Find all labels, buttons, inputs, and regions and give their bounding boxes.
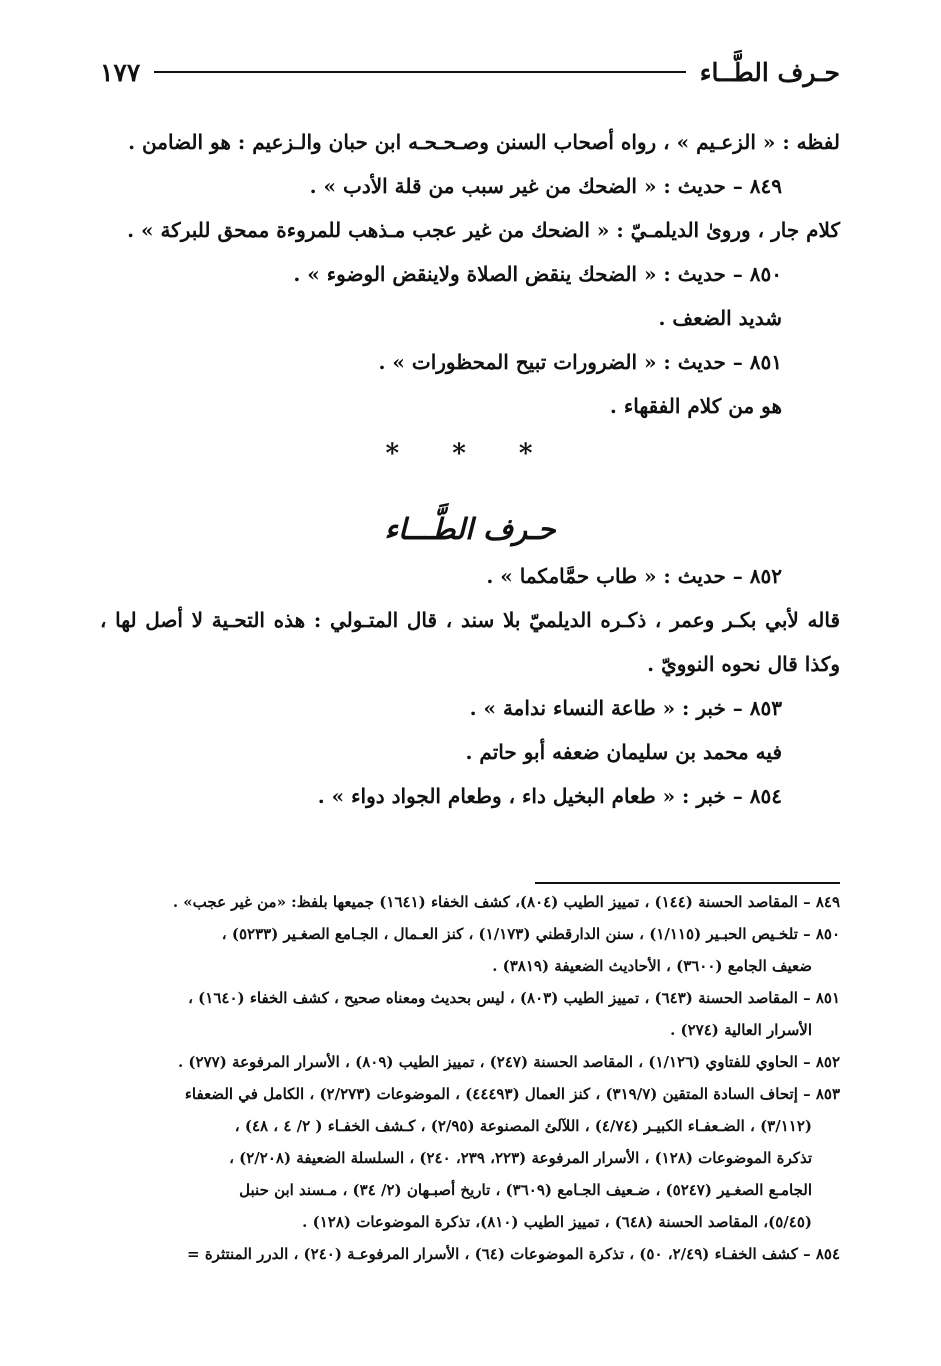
entry-heading-849: ٨٤٩ – حديث : « الضحك من غير سبب من قلة الأدب » . <box>309 174 782 198</box>
footnote-853: ٨٥٣ – إتحاف السادة المتقين (٣١٩/٧) ، كنز العمال (٤٤٤٩٣) ، الموضوعات (٢/٢٧٣) ، الكامل في الضعفاء <box>184 1085 840 1103</box>
footnote-850-cont: ضعيف الجامع (٣٦٠٠) ، الأحاديث الضعيفة (٣٨١٩) . <box>492 957 812 975</box>
footnote-849: ٨٤٩ – المقاصد الحسنة (١٤٤) ، تمييز الطيب (٨٠٤)، كشف الخفاء (١٦٤١) جميعها بلفظ: «من غير عجب» . <box>172 893 840 911</box>
footnotes <box>100 882 840 1270</box>
footnote-rule <box>535 882 840 884</box>
paragraph: هو من كلام الفقهاء . <box>609 394 782 418</box>
footnote-853-cont: تذكرة الموضوعات (١٢٨) ، الأسرار المرفوعة (٢٢٣، ٢٣٩، ٢٤٠) ، السلسلة الضعيفة (٢/٢٠٨) ، <box>229 1149 812 1167</box>
page-number: ١٧٧ <box>100 57 141 87</box>
entry-heading-850: ٨٥٠ – حديث : « الضحك ينقض الصلاة ولاينقض الوضوء » . <box>293 262 782 286</box>
paragraph: لفظه : « الزعـيم » ، رواه أصحاب السنن وصـحـحـه ابن حبان والـزعيم : هو الضامن . <box>128 130 840 154</box>
entry-heading-854: ٨٥٤ – خبر : « طعام البخيل داء ، وطعام الجواد دواء » . <box>317 784 782 808</box>
entry-heading-852: ٨٥٢ – حديث : « طاب حمَّامكما » . <box>486 564 782 588</box>
header-title: حـرف الطَّــاء <box>699 57 840 87</box>
footnote-851: ٨٥١ – المقاصد الحسنة (٦٤٣) ، تمييز الطيب (٨٠٣) ، ليس بحديث ومعناه صحيح ، كشف الخفاء (١٦٤٠) ، <box>188 989 840 1007</box>
footnote-851-cont: الأسرار العالية (٢٧٤) . <box>670 1021 812 1039</box>
header-rule <box>154 71 685 73</box>
entry-heading-853: ٨٥٣ – خبر : « طاعة النساء ندامة » . <box>469 696 782 720</box>
paragraph: كلام جار ، وروىٰ الديلمـيّ : « الضحك من غير عجب مـذهب للمروءة ممحق للبركة » . <box>127 218 840 242</box>
footnote-854: ٨٥٤ – كشف الخفـاء (٢/٤٩، ٥٠) ، تذكرة الموضوعات (٦٤) ، الأسرار المرفوعـة (٢٤٠) ، الدرر المنتثرة = <box>187 1245 840 1263</box>
footnote-852: ٨٥٢ – الحاوي للفتاوي (١/١٢٦) ، المقاصد الحسنة (٢٤٧) ، تمييز الطيب (٨٠٩) ، الأسرار المرفوعة (٢٧٧) . <box>177 1053 840 1071</box>
footnote-853-cont: الجامـع الصغـير (٥٢٤٧) ، ضـعيف الجـامع (٣٦٠٩) ، تاريخ أصبـهان (٢/ ٣٤) ، مـسند ابن حنبل <box>239 1181 812 1199</box>
footnote-853-cont: (٥/٤٥)، المقاصد الحسنة (٦٤٨) ، تمييز الطيب (٨١٠)، تذكرة الموضوعات (١٢٨) . <box>302 1213 812 1231</box>
footnote-853-cont: (٣/١١٢) ، الضـعفـاء الكبيـر (٤/٧٤) ، اللآلئ المصنوعة (٢/٩٥) ، كـشف الخفـاء ( ٢/ ٤ ، ٤٨) ، <box>234 1117 812 1135</box>
paragraph: فيه محمد بن سليمان ضعفه أبو حاتم . <box>465 740 782 764</box>
section-divider: * * * <box>385 439 555 469</box>
paragraph: شديد الضعف . <box>658 306 782 330</box>
section-title: حـرف الطَّـــاء <box>384 512 556 546</box>
paragraph: قاله لأبي بكـر وعمر ، ذكـره الديلميّ بلا سند ، قال المتـولي : هذه التحـية لا أصل لها ، وكذا قال نحوه النوويّ . <box>100 608 841 676</box>
entry-heading-851: ٨٥١ – حديث : « الضرورات تبيح المحظورات » . <box>378 350 782 374</box>
running-header <box>100 52 840 92</box>
main-text <box>100 120 840 818</box>
footnote-850: ٨٥٠ – تلخـيص الحبـير (١/١١٥) ، سنن الدارقطني (١/١٧٣) ، كنز العـمال ، الجـامع الصغـير (٥٢٣٣) ، <box>221 925 840 943</box>
